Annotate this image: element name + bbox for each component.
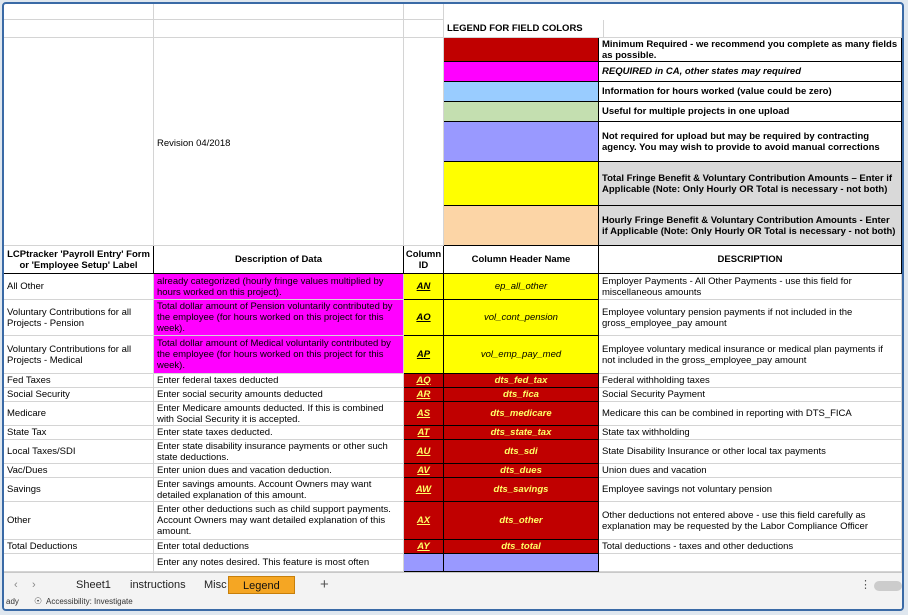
spreadsheet-window [2,2,904,611]
legend-swatch [444,206,599,246]
row-label[interactable]: Medicare [4,402,154,426]
legend-swatch [444,62,599,82]
row-description[interactable]: State tax withholding [599,426,902,440]
row-description-of-data[interactable]: Enter social security amounts deducted [154,388,404,402]
grid-cell[interactable] [4,4,154,20]
row-column-header-name[interactable]: dts_total [444,540,599,554]
row-description-of-data[interactable]: already categorized (hourly fringe values multiplied by hours worked on this project). [154,274,404,300]
row-description-of-data[interactable]: Enter Medicare amounts deducted. If this is combined with Social Security it is accepted. [154,402,404,426]
row-column-id[interactable]: AT [404,426,444,440]
row-description-of-data[interactable]: Enter savings amounts. Account Owners may want detailed explanation of this amount. [154,478,404,502]
row-column-id[interactable]: AR [404,388,444,402]
row-label[interactable]: Fed Taxes [4,374,154,388]
worksheet-grid[interactable] [4,4,902,572]
horizontal-scrollbar[interactable] [874,581,902,591]
grid-cell[interactable] [154,4,404,20]
row-column-header-name[interactable]: dts_other [444,502,599,540]
grid-cell[interactable] [154,20,404,38]
legend-label: REQUIRED in CA, other states may required [599,62,902,82]
grid-cell[interactable] [404,4,444,20]
accessibility-status[interactable]: Accessibility: Investigate [46,597,133,606]
tab-sheet1[interactable]: Sheet1 [76,579,111,591]
row-label[interactable]: Voluntary Contributions for all Projects - Pension [4,300,154,336]
row-label[interactable]: Other [4,502,154,540]
row-column-id[interactable] [404,554,444,572]
row-column-id[interactable]: AV [404,464,444,478]
row-description[interactable] [599,554,902,572]
revision-text: Revision 04/2018 [157,138,231,149]
grid-cell[interactable] [4,38,154,246]
more-options-icon[interactable]: ⋮ [860,579,871,591]
legend-swatch [444,38,599,62]
row-column-id[interactable]: AY [404,540,444,554]
row-description[interactable]: State Disability Insurance or other local tax payments [599,440,902,464]
header-column-header-name[interactable]: Column Header Name [444,246,599,274]
row-label[interactable]: Savings [4,478,154,502]
header-label[interactable]: LCPtracker 'Payroll Entry' Form or 'Employee Setup' Label [4,246,154,274]
tab-legend[interactable]: Legend [228,576,295,594]
row-label[interactable]: Social Security [4,388,154,402]
add-sheet-button[interactable]: + [320,576,329,593]
scroll-left-icon[interactable]: ‹ [14,579,18,591]
legend-label: Hourly Fringe Benefit & Voluntary Contribution Amounts - Enter if Applicable (Note: Only Hourly OR Total is necessary - not both) [599,206,902,246]
revision-cell[interactable] [154,38,404,246]
row-column-id[interactable]: AO [404,300,444,336]
row-column-header-name[interactable]: dts_medicare [444,402,599,426]
row-description[interactable]: Employee savings not voluntary pension [599,478,902,502]
row-column-header-name[interactable]: dts_state_tax [444,426,599,440]
legend-swatch [444,162,599,206]
legend-label: Not required for upload but may be required by contracting agency. You may wish to provide to avoid manual corrections [599,122,902,162]
row-description[interactable]: Total deductions - taxes and other deductions [599,540,902,554]
row-description-of-data[interactable]: Enter state taxes deducted. [154,426,404,440]
row-label[interactable]: All Other [4,274,154,300]
legend-label: Information for hours worked (value could be zero) [599,82,902,102]
row-description-of-data[interactable]: Total dollar amount of Medical voluntarily contributed by the employee (for hours worked on this project for this week). [154,336,404,374]
legend-label: Useful for multiple projects in one upload [599,102,902,122]
row-column-header-name[interactable]: ep_all_other [444,274,599,300]
sheet-tabs-bar [4,572,902,597]
row-label[interactable]: State Tax [4,426,154,440]
row-column-header-name[interactable]: dts_fica [444,388,599,402]
grid-cell[interactable] [604,20,902,38]
row-column-id[interactable]: AU [404,440,444,464]
row-column-header-name[interactable]: dts_savings [444,478,599,502]
legend-swatch [444,122,599,162]
row-column-id[interactable]: AW [404,478,444,502]
row-description[interactable]: Employee voluntary pension payments if not included in the gross_employee_pay amount [599,300,902,336]
grid-cell[interactable] [404,20,444,38]
row-column-id[interactable]: AN [404,274,444,300]
header-description-of-data[interactable]: Description of Data [154,246,404,274]
row-column-header-name[interactable] [444,554,599,572]
legend-swatch [444,82,599,102]
row-description[interactable]: Union dues and vacation [599,464,902,478]
row-column-header-name[interactable]: dts_dues [444,464,599,478]
legend-title: LEGEND FOR FIELD COLORS [444,20,604,38]
row-description[interactable]: Federal withholding taxes [599,374,902,388]
row-column-header-name[interactable]: vol_cont_pension [444,300,599,336]
grid-cell[interactable] [404,38,444,246]
row-column-header-name[interactable]: vol_emp_pay_med [444,336,599,374]
legend-label: Total Fringe Benefit & Voluntary Contribution Amounts – Enter if Applicable (Note: Only Hourly OR Total is necessary - not both) [599,162,902,206]
row-label[interactable]: Voluntary Contributions for all Projects - Medical [4,336,154,374]
row-description-of-data[interactable]: Enter other deductions such as child support payments. Account Owners may want detailed explanation of this amount. [154,502,404,540]
row-label[interactable]: Local Taxes/SDI [4,440,154,464]
row-description-of-data[interactable]: Enter any notes desired. This feature is most often [154,554,404,572]
row-column-id[interactable]: AQ [404,374,444,388]
row-label[interactable]: Total Deductions [4,540,154,554]
scroll-right-icon[interactable]: › [32,579,36,591]
grid-cell[interactable] [4,20,154,38]
row-description-of-data[interactable]: Enter union dues and vacation deduction. [154,464,404,478]
tab-instructions[interactable]: instructions [130,579,186,591]
row-column-header-name[interactable]: dts_sdi [444,440,599,464]
row-column-id[interactable]: AS [404,402,444,426]
row-description-of-data[interactable]: Enter state disability insurance payments or other such state deductions. [154,440,404,464]
tab-misc[interactable]: Misc [204,579,227,591]
row-description[interactable]: Other deductions not entered above - use this field carefully as explanation may be requested by the Labor Compliance Officer [599,502,902,540]
row-label[interactable]: Vac/Dues [4,464,154,478]
row-column-id[interactable]: AP [404,336,444,374]
row-description-of-data[interactable]: Enter federal taxes deducted [154,374,404,388]
row-description[interactable]: Employer Payments - All Other Payments - use this field for miscellaneous amounts [599,274,902,300]
row-description[interactable]: Employee voluntary medical insurance or medical plan payments if not included in the gross_employee_pay amount [599,336,902,374]
row-description[interactable]: Social Security Payment [599,388,902,402]
row-column-id[interactable]: AX [404,502,444,540]
accessibility-icon[interactable]: ☉ [34,596,43,606]
status-ready-text: ady [6,597,19,606]
header-description[interactable]: DESCRIPTION [599,246,902,274]
legend-label: Minimum Required - we recommend you complete as many fields as possible. [599,38,902,62]
row-description-of-data[interactable]: Enter total deductions [154,540,404,554]
legend-swatch [444,102,599,122]
row-label[interactable] [4,554,154,572]
status-bar [4,596,902,609]
row-column-header-name[interactable]: dts_fed_tax [444,374,599,388]
header-column-id[interactable]: Column ID [404,246,444,274]
row-description[interactable]: Medicare this can be combined in reporting with DTS_FICA [599,402,902,426]
row-description-of-data[interactable]: Total dollar amount of Pension voluntarily contributed by the employee (for hours worked on this project for this week). [154,300,404,336]
